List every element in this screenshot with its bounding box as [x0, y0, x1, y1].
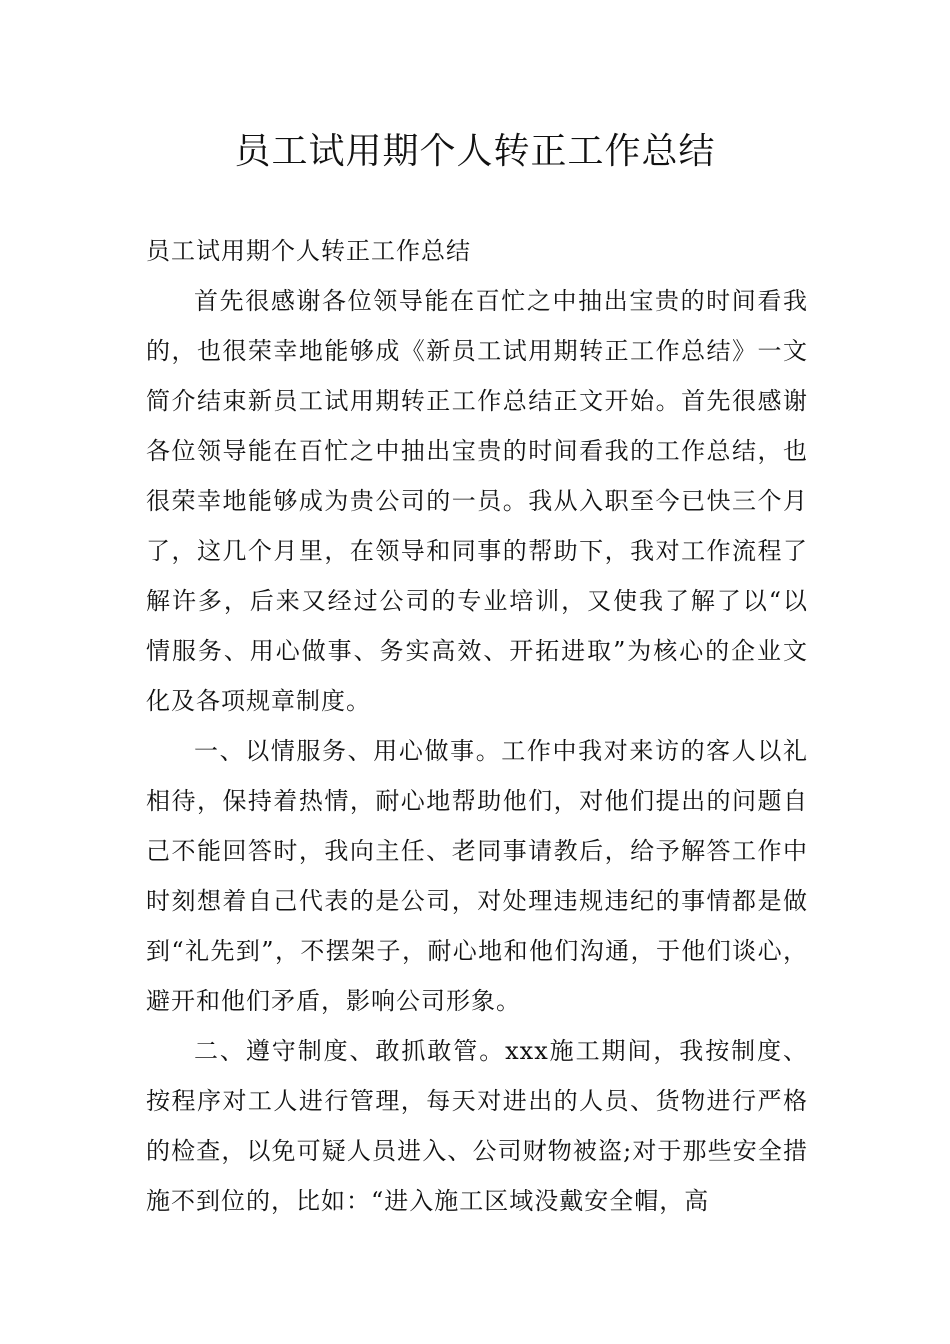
paragraph-section-two: 二、遵守制度、敢抓敢管。xxx施工期间，我按制度、按程序对工人进行管理，每天对进出的人员、货物进行严格的检查，以免可疑人员进入、公司财物被盗;对于那些安全措施不到位的，比如：“进入施工区域没戴安全帽，高	[146, 1037, 808, 1215]
document-title: 员工试用期个人转正工作总结	[234, 131, 716, 172]
document-body	[146, 226, 808, 1226]
paragraph-intro: 首先很感谢各位领导能在百忙之中抽出宝贵的时间看我的，也很荣幸地能够成《新员工试用期转正工作总结》一文简介结束新员工试用期转正工作总结正文开始。首先很感谢各位领导能在百忙之中抽出宝贵的时间看我的工作总结，也很荣幸地能够成为贵公司的一员。我从入职至今已快三个月了，这几个月里，在领导和同事的帮助下，我对工作流程了解许多，后来又经过公司的专业培训，又使我了解了以“以情服务、用心做事、务实高效、开拓进取”为核心的企业文化及各项规章制度。	[146, 287, 808, 715]
paragraph-section-one: 一、以情服务、用心做事。工作中我对来访的客人以礼相待，保持着热情，耐心地帮助他们，对他们提出的问题自己不能回答时，我向主任、老同事请教后，给予解答工作中时刻想着自己代表的是公司，对处理违规违纪的事情都是做到“礼先到”，不摆架子，耐心地和他们沟通，于他们谈心，避开和他们矛盾，影响公司形象。	[146, 737, 808, 1015]
paragraph-heading: 员工试用期个人转正工作总结	[146, 237, 471, 265]
